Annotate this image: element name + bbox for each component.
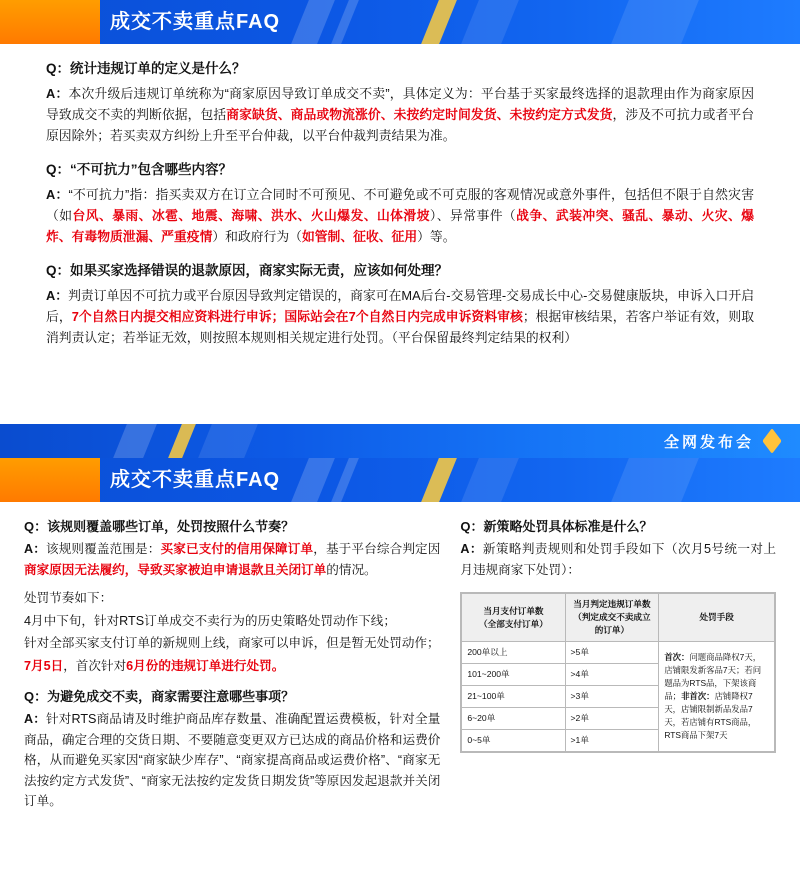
slide-1-body <box>0 44 800 424</box>
faq-answer <box>46 83 754 146</box>
answer-label: A： <box>46 288 69 303</box>
faq-question: Q：“不可抗力”包含哪些内容？ <box>46 162 233 177</box>
punishment-table <box>461 593 775 752</box>
faq-answer <box>24 709 440 812</box>
table-cell-orders: 21~100单 <box>462 686 565 708</box>
decor-stripe <box>327 458 363 502</box>
table-cell-violations: >5单 <box>565 642 659 664</box>
decor-stripe <box>457 0 523 44</box>
table-cell-orders: 200单以上 <box>462 642 565 664</box>
kite-icon <box>762 428 781 454</box>
faq-question: Q：如果买家选择错误的退款原因，商家实际无责，应该如何处理？ <box>46 263 448 278</box>
slide-2-body <box>0 502 800 882</box>
answer-text: 该规则覆盖范围是：买家已支付的信用保障订单，基于平台综合判定因商家原因无法履约，导致买家被迫申请退款且关闭订单的情况。 <box>24 542 441 577</box>
table-header-cell: 当月判定违规订单数 （判定成交不卖成立的订单） <box>565 594 659 642</box>
faq-item <box>46 260 754 348</box>
punish-pace-highlight: 7月5日，首次针对6月份的违规订单进行处罚。 <box>24 658 285 673</box>
punishment-table-wrapper <box>460 592 776 753</box>
decor-stripe <box>607 458 703 502</box>
faq-item <box>46 159 754 247</box>
section-divider-band <box>0 424 800 458</box>
answer-text: 针对RTS商品请及时维护商品库存数量、准确配置运费模板，针对全量商品，确定合理的交货日期、不要随意变更双方已达成的商品价格和运费价格，从而避免买家因“商家缺少库存”、“商家提高商品或运费价格”、“商家无法按约定方式发货”、“商家无法按约定发货日期发货”等原因发起退款并关闭订单。 <box>24 712 441 808</box>
decor-stripe-yellow <box>164 424 200 458</box>
answer-label: A： <box>46 86 69 101</box>
answer-label: A： <box>46 187 69 202</box>
table-cell-violations: >3单 <box>565 686 659 708</box>
table-cell-punishment: 首次：问题商品降权7天，店铺限发新客品7天；若问题品为RTS品，下架该商品；非首次：店铺降权7天，店铺限制新品发品7天，若店铺有RTS商品，RTS商品下架7天 <box>659 642 775 752</box>
faq-question: Q：统计违规订单的定义是什么？ <box>46 61 246 76</box>
answer-text: “不可抗力”指：指买卖双方在订立合同时不可预见、不可避免或不可克服的客观情况或意外事件，包括但不限于自然灾害（如台风、暴雨、冰雹、地震、海啸、洪水、火山爆发、山体滑坡）、异常事件（战争、武装冲突、骚乱、暴动、火灾、爆炸、有毒物质泄漏、严重疫情）和政府行为（如管制、征收、征用）等。 <box>46 187 755 244</box>
table-head <box>462 594 775 642</box>
decor-stripe-yellow <box>417 458 461 502</box>
table-row <box>462 642 775 664</box>
slide-2 <box>0 458 800 882</box>
decor-stripe <box>607 0 703 44</box>
decor-stripe <box>327 0 363 44</box>
answer-label: A： <box>460 542 483 556</box>
slide-2-right-column <box>460 516 776 882</box>
answer-label: A： <box>24 712 46 726</box>
faq-item <box>46 58 754 146</box>
answer-text: 新策略判责规则和处罚手段如下（次月5号统一对上月违规商家下处罚）： <box>460 542 776 577</box>
punish-pace-line: 4月中下旬，针对RTS订单成交不卖行为的历史策略处罚动作下线； <box>24 613 396 628</box>
table-cell-orders: 101~200单 <box>462 664 565 686</box>
band-label: 全网发布会 <box>663 434 754 451</box>
table-header-cell: 当月支付订单数 （全部支付订单） <box>462 594 565 642</box>
table-body <box>462 642 775 752</box>
punish-pace-title: 处罚节奏如下： <box>24 591 113 605</box>
slide-2-header <box>0 458 800 502</box>
decor-stripe <box>194 424 262 458</box>
slide-1-header <box>0 0 800 44</box>
decor-stripe <box>287 0 339 44</box>
slide-1-title: 成交不卖重点FAQ <box>110 11 281 33</box>
header-orange-accent <box>0 0 100 44</box>
answer-label: A： <box>24 542 46 556</box>
slide-2-left-column <box>24 516 440 882</box>
faq-question: Q：该规则覆盖哪些订单，处罚按照什么节奏？ <box>24 519 295 534</box>
table-cell-violations: >1单 <box>565 730 659 752</box>
faq-question: Q：为避免成交不卖，商家需要注意哪些事项？ <box>24 689 295 704</box>
table-header-cell: 处罚手段 <box>659 594 775 642</box>
faq-question: Q：新策略处罚具体标准是什么？ <box>460 519 653 534</box>
decor-stripe <box>109 424 161 458</box>
faq-answer <box>460 539 776 580</box>
slide-1 <box>0 0 800 424</box>
faq-answer <box>24 539 440 580</box>
punish-pace-line: 针对全部买家支付订单的新规则上线，商家可以申诉，但是暂无处罚动作； <box>24 636 440 650</box>
decor-stripe-yellow <box>417 0 461 44</box>
answer-text: 本次升级后违规订单统称为“商家原因导致订单成交不卖”，具体定义为：平台基于买家最终选择的退款理由作为商家原因导致成交不卖的判断依据，包括商家缺货、商品或物流涨价、未按约定时间发货、未按约定方式发货，涉及不可抗力或者平台原因除外；若买卖双方纠纷上升至平台仲裁，以平台仲裁判责结果为准。 <box>46 86 755 143</box>
header-orange-accent <box>0 458 100 502</box>
table-header-row <box>462 594 775 642</box>
faq-answer <box>46 184 754 247</box>
slide-2-title: 成交不卖重点FAQ <box>110 469 281 491</box>
decor-stripe <box>457 458 523 502</box>
table-cell-violations: >4单 <box>565 664 659 686</box>
table-cell-violations: >2单 <box>565 708 659 730</box>
answer-text: 判责订单因不可抗力或平台原因导致判定错误的，商家可在MA后台-交易管理-交易成长中心-交易健康版块，申诉入口开启后，7个自然日内提交相应资料进行申诉；国际站会在7个自然日内完成申诉资料审核；根据审核结果，若客户举证有效，则取消判责认定；若举证无效，则按照本规则相关规定进行处罚。（平台保留最终判定结果的权利） <box>46 288 755 345</box>
decor-stripe <box>287 458 339 502</box>
faq-answer <box>46 285 754 348</box>
table-cell-orders: 0~5单 <box>462 730 565 752</box>
table-cell-orders: 6~20单 <box>462 708 565 730</box>
